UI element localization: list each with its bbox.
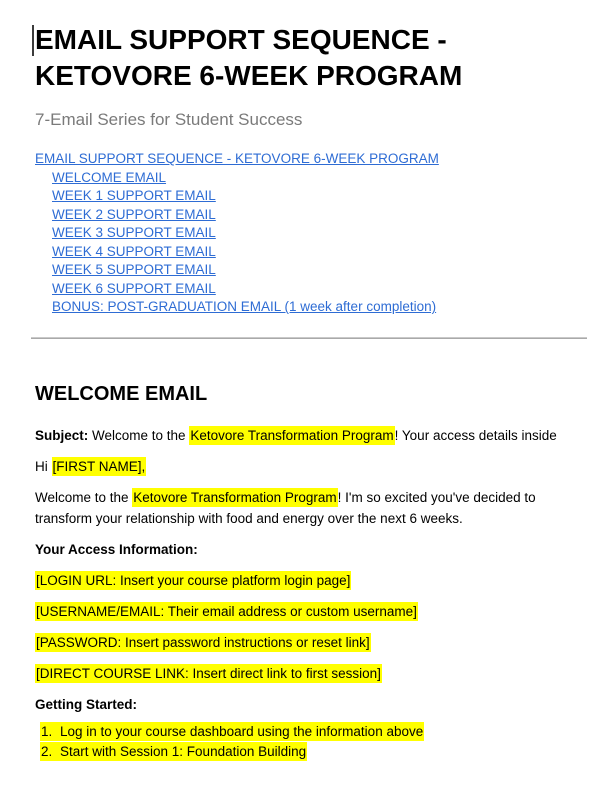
- toc-link-week-1[interactable]: WEEK 1 SUPPORT EMAIL: [52, 188, 216, 203]
- step-2-number: 2.: [41, 743, 53, 759]
- text-cursor: [32, 25, 34, 56]
- access-item-login-url: [35, 570, 570, 591]
- toc-row: [35, 280, 570, 299]
- toc-row: [35, 243, 570, 262]
- toc-divider-line: [31, 337, 587, 339]
- subject-pre-text: Welcome to the: [88, 427, 190, 443]
- step-item-1: [40, 722, 570, 742]
- toc-row: [35, 224, 570, 243]
- doc-subtitle: 7-Email Series for Student Success: [35, 110, 303, 129]
- intro-paragraph: [35, 487, 570, 529]
- greeting-line: [35, 456, 570, 477]
- password-placeholder: [PASSWORD: Insert password instructions or reset link]: [36, 634, 370, 650]
- doc-title-text: EMAIL SUPPORT SEQUENCE - KETOVORE 6-WEEK PROGRAM: [35, 24, 463, 91]
- step-2-highlight: [40, 742, 307, 761]
- username-email-placeholder: [USERNAME/EMAIL: Their email address or custom username]: [36, 603, 417, 619]
- direct-course-link-placeholder: [DIRECT COURSE LINK: Insert direct link to first session]: [36, 665, 381, 681]
- access-item-direct-course-link: [35, 663, 570, 684]
- toc-link-main-title[interactable]: EMAIL SUPPORT SEQUENCE - KETOVORE 6-WEEK PROGRAM: [35, 151, 439, 166]
- intro-pre-text: Welcome to the: [35, 489, 133, 505]
- login-url-placeholder: [LOGIN URL: Insert your course platform login page]: [36, 572, 351, 588]
- access-item-password: [35, 632, 570, 653]
- toc-link-bonus-post-graduation[interactable]: BONUS: POST-GRADUATION EMAIL (1 week after completion): [52, 299, 437, 314]
- table-of-contents: [35, 150, 570, 317]
- intro-highlighted-text: Ketovore Transformation Program: [133, 489, 337, 505]
- toc-row: [35, 150, 570, 169]
- section-heading-welcome-email: WELCOME EMAIL: [35, 382, 208, 405]
- toc-link-week-2[interactable]: WEEK 2 SUPPORT EMAIL: [52, 206, 216, 222]
- first-name-placeholder: [FIRST NAME],: [52, 458, 146, 474]
- greeting-pre-text: Hi: [35, 458, 52, 474]
- intro-post-text: ! I'm so excited you've decided to transform your relationship with food and energy over the next 6 weeks.: [35, 489, 536, 526]
- toc-row: [35, 206, 570, 225]
- getting-started-heading: Getting Started:: [35, 696, 138, 712]
- doc-title: [35, 22, 505, 94]
- toc-link-week-4[interactable]: WEEK 4 SUPPORT EMAIL: [52, 243, 216, 259]
- step-item-2: [40, 742, 570, 762]
- access-item-username-email: [35, 601, 570, 622]
- step-1-text: Log in to your course dashboard using the information above: [60, 723, 424, 739]
- toc-row: [35, 187, 570, 206]
- step-1-highlight: [40, 722, 424, 741]
- toc-row: [35, 298, 570, 317]
- access-info-heading: Your Access Information:: [35, 541, 198, 557]
- toc-link-week-6[interactable]: WEEK 6 SUPPORT EMAIL: [52, 280, 216, 296]
- toc-link-week-3[interactable]: WEEK 3 SUPPORT EMAIL: [52, 225, 216, 240]
- toc-link-welcome-email[interactable]: WELCOME EMAIL: [52, 169, 167, 185]
- toc-row: [35, 169, 570, 188]
- subject-line: [35, 425, 570, 446]
- subject-highlighted-text: Ketovore Transformation Program: [190, 427, 394, 443]
- subject-label: Subject:: [35, 427, 89, 443]
- step-1-number: 1.: [41, 723, 53, 739]
- toc-link-week-5[interactable]: WEEK 5 SUPPORT EMAIL: [52, 262, 216, 277]
- step-2-text: Start with Session 1: Foundation Building: [60, 743, 307, 759]
- subject-post-text: ! Your access details inside: [394, 427, 557, 443]
- getting-started-list: [35, 722, 570, 762]
- toc-row: [35, 261, 570, 280]
